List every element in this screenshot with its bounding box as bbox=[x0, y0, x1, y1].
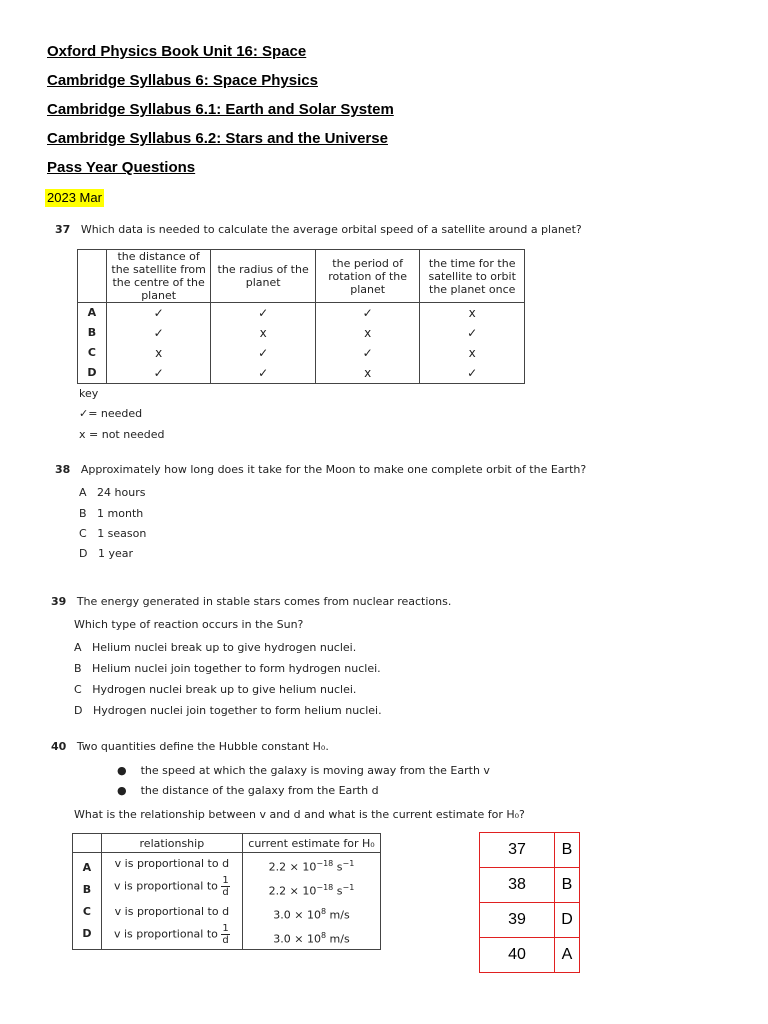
question-text: Approximately how long does it take for the Moon to make one complete orbit of the Earth? bbox=[80, 463, 587, 476]
question-39 bbox=[51, 595, 451, 609]
cell-mark: ✓ bbox=[258, 306, 269, 320]
cell-mark: ✓ bbox=[153, 366, 164, 380]
coef: 3.0 × 10 bbox=[273, 908, 321, 922]
bullet-speed bbox=[117, 764, 490, 778]
option-text: 1 month bbox=[97, 507, 144, 520]
question-39-subtext: Which type of reaction occurs in the Sun? bbox=[74, 618, 304, 631]
option-text: 1 season bbox=[97, 527, 147, 540]
rel-term: d bbox=[222, 905, 230, 918]
option-letter: D bbox=[79, 547, 88, 560]
question-40 bbox=[51, 740, 329, 754]
rel-prefix: v is proportional to bbox=[113, 927, 218, 941]
fraction bbox=[221, 875, 229, 898]
answer-letter: A bbox=[555, 938, 580, 973]
cell-mark: x bbox=[364, 326, 372, 340]
cell-mark: ✓ bbox=[153, 326, 164, 340]
option-letter: B bbox=[79, 507, 87, 520]
col-header-estimate: current estimate for H₀ bbox=[242, 834, 380, 853]
option-b bbox=[79, 507, 143, 521]
option-b bbox=[74, 662, 381, 676]
coef: 2.2 × 10 bbox=[268, 884, 317, 898]
column-cells bbox=[420, 303, 525, 384]
q40-table bbox=[72, 833, 381, 950]
unit-exp: −1 bbox=[342, 883, 355, 892]
bullet-dot-icon: ● bbox=[117, 764, 127, 777]
col-header: the radius of the planet bbox=[211, 250, 315, 303]
option-text: Hydrogen nuclei break up to give helium nuclei. bbox=[92, 683, 357, 696]
estimate-d bbox=[243, 923, 380, 949]
exp: 8 bbox=[320, 931, 327, 940]
bullet-text: the distance of the galaxy from the Earth d bbox=[140, 784, 379, 797]
cell-mark: ✓ bbox=[362, 306, 373, 320]
row-label: D bbox=[87, 366, 97, 379]
unit: m/s bbox=[329, 908, 350, 922]
heading-oxford-unit: Oxford Physics Book Unit 16: Space bbox=[47, 43, 307, 60]
option-letter: C bbox=[74, 683, 82, 696]
cell-mark: x bbox=[468, 306, 476, 320]
exp: 8 bbox=[320, 907, 327, 916]
q37-table bbox=[77, 249, 525, 384]
exp: −18 bbox=[316, 859, 334, 868]
relationship-cells bbox=[101, 853, 242, 950]
row-label: A bbox=[87, 306, 97, 319]
question-40-question: What is the relationship between v and d and what is the current estimate for H₀? bbox=[74, 808, 525, 821]
corner-cell bbox=[73, 834, 102, 853]
cell-mark: ✓ bbox=[467, 366, 478, 380]
fraction-denominator: d bbox=[222, 935, 229, 946]
relationship-d bbox=[102, 923, 242, 949]
key-not-needed: x = not needed bbox=[79, 428, 165, 441]
cell-mark: ✓ bbox=[153, 306, 164, 320]
option-letter: A bbox=[74, 641, 82, 654]
rel-prefix: v is proportional to bbox=[113, 879, 218, 893]
rel-term: d bbox=[222, 857, 230, 870]
exp: −18 bbox=[316, 883, 334, 892]
bullet-text: the speed at which the galaxy is moving away from the Earth v bbox=[140, 764, 490, 777]
col-header-relationship: relationship bbox=[101, 834, 242, 853]
cell-mark: ✓ bbox=[467, 326, 478, 340]
unit: s bbox=[336, 860, 343, 874]
cell-mark: x bbox=[259, 326, 267, 340]
relationship-c bbox=[102, 901, 242, 923]
heading-pass-year: Pass Year Questions bbox=[47, 159, 196, 176]
row-labels bbox=[78, 303, 107, 384]
col-header: the distance of the satellite from the centre of the planet bbox=[106, 250, 211, 303]
option-d bbox=[74, 704, 382, 718]
question-text: Which data is needed to calculate the average orbital speed of a satellite around a planet? bbox=[80, 223, 582, 236]
session-highlight: 2023 Mar bbox=[47, 190, 102, 205]
rel-prefix: v is proportional to bbox=[114, 905, 219, 918]
cell-mark: x bbox=[155, 346, 163, 360]
row-label: C bbox=[87, 346, 96, 359]
bullet-dot-icon: ● bbox=[117, 784, 127, 797]
column-cells bbox=[315, 303, 420, 384]
question-number: 38 bbox=[55, 463, 71, 476]
answer-question: 38 bbox=[480, 868, 555, 903]
cell-mark: x bbox=[364, 366, 372, 380]
cell-mark: x bbox=[468, 346, 476, 360]
question-number: 37 bbox=[55, 223, 71, 236]
option-text: 24 hours bbox=[97, 486, 146, 499]
estimate-b bbox=[243, 875, 380, 901]
corner-cell bbox=[78, 250, 107, 303]
answer-question: 39 bbox=[480, 903, 555, 938]
column-cells bbox=[211, 303, 315, 384]
option-text: 1 year bbox=[97, 547, 134, 560]
key-title: key bbox=[79, 387, 99, 400]
unit: s bbox=[336, 884, 343, 898]
unit: m/s bbox=[329, 932, 350, 946]
question-number: 39 bbox=[51, 595, 67, 608]
option-a bbox=[79, 486, 145, 500]
bullet-distance bbox=[117, 784, 379, 798]
option-letter: D bbox=[74, 704, 83, 717]
row-label: D bbox=[82, 927, 92, 940]
row-label: B bbox=[82, 883, 92, 896]
question-37 bbox=[55, 223, 582, 237]
fraction-numerator: 1 bbox=[222, 875, 229, 886]
heading-cambridge-6: Cambridge Syllabus 6: Space Physics bbox=[47, 72, 318, 89]
col-header: the period of rotation of the planet bbox=[315, 250, 420, 303]
question-text: Two quantities define the Hubble constant H₀. bbox=[76, 740, 329, 753]
answer-question: 37 bbox=[480, 833, 555, 868]
question-38 bbox=[55, 463, 586, 477]
estimate-c bbox=[243, 901, 380, 923]
answer-letter: B bbox=[555, 868, 580, 903]
fraction-denominator: d bbox=[222, 887, 229, 898]
option-text: Hydrogen nuclei join together to form helium nuclei. bbox=[92, 704, 382, 717]
relationship-a bbox=[102, 853, 242, 875]
cell-mark: ✓ bbox=[362, 346, 373, 360]
row-label: C bbox=[82, 905, 91, 918]
heading-cambridge-6-1: Cambridge Syllabus 6.1: Earth and Solar System bbox=[47, 101, 394, 118]
option-letter: A bbox=[79, 486, 87, 499]
answer-question: 40 bbox=[480, 938, 555, 973]
question-number: 40 bbox=[51, 740, 67, 753]
cell-mark: ✓ bbox=[258, 346, 269, 360]
option-letter: C bbox=[79, 527, 87, 540]
option-letter: B bbox=[74, 662, 82, 675]
estimate-a bbox=[243, 853, 380, 875]
fraction bbox=[221, 923, 229, 946]
question-text: The energy generated in stable stars comes from nuclear reactions. bbox=[76, 595, 452, 608]
answer-letter: B bbox=[555, 833, 580, 868]
option-c bbox=[74, 683, 356, 697]
heading-cambridge-6-2: Cambridge Syllabus 6.2: Stars and the Universe bbox=[47, 130, 388, 147]
coef: 3.0 × 10 bbox=[273, 932, 321, 946]
option-a bbox=[74, 641, 356, 655]
option-c bbox=[79, 527, 146, 541]
option-d bbox=[79, 547, 133, 561]
rel-prefix: v is proportional to bbox=[114, 857, 219, 870]
answer-letter: D bbox=[555, 903, 580, 938]
answer-key-table bbox=[479, 832, 580, 973]
col-header: the time for the satellite to orbit the planet once bbox=[420, 250, 525, 303]
coef: 2.2 × 10 bbox=[268, 860, 317, 874]
option-text: Helium nuclei join together to form hydrogen nuclei. bbox=[92, 662, 381, 675]
estimate-cells bbox=[242, 853, 380, 950]
row-labels bbox=[73, 853, 102, 950]
option-text: Helium nuclei break up to give hydrogen nuclei. bbox=[92, 641, 357, 654]
fraction-numerator: 1 bbox=[222, 923, 229, 934]
key-needed: ✓= needed bbox=[79, 407, 143, 420]
cell-mark: ✓ bbox=[258, 366, 269, 380]
relationship-b bbox=[102, 875, 242, 901]
column-cells bbox=[106, 303, 211, 384]
unit-exp: −1 bbox=[342, 859, 355, 868]
row-label: B bbox=[87, 326, 97, 339]
row-label: A bbox=[82, 861, 92, 874]
